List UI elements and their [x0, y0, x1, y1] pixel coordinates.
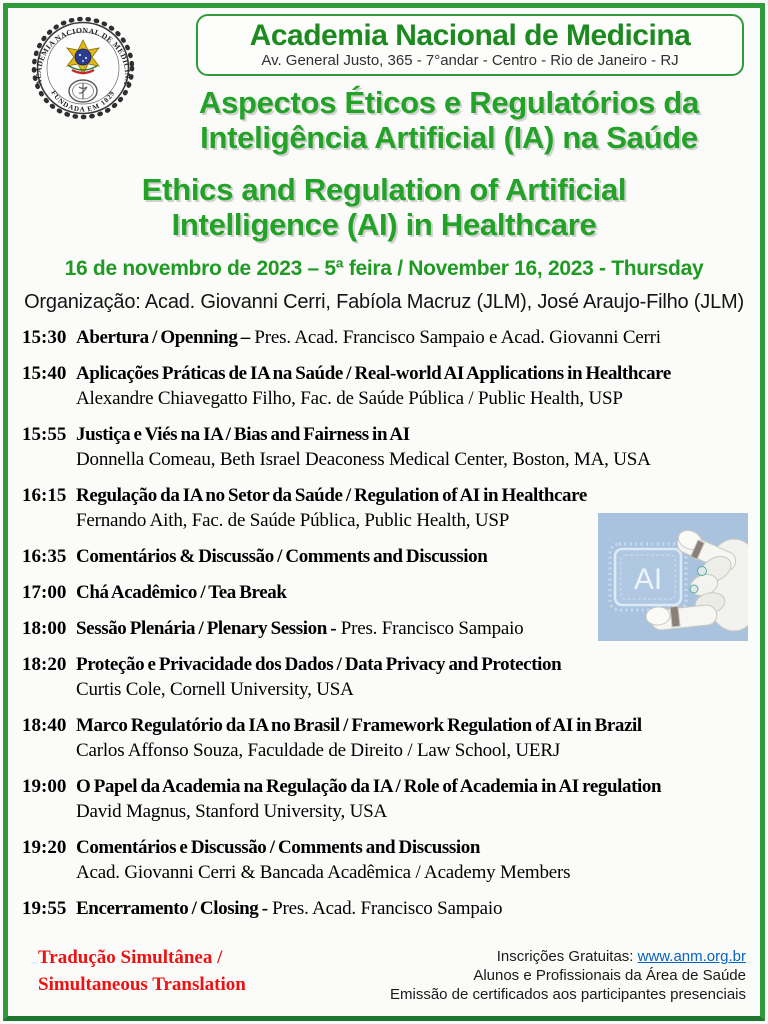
schedule-entry [22, 835, 748, 885]
title-portuguese [144, 85, 754, 155]
entry-title: Encerramento / Closing - [76, 898, 268, 919]
entry-time: 17:00 [22, 582, 67, 603]
event-date: 16 de novembro de 2023 – 5ª feira / November 16, 2023 - Thursday [64, 257, 704, 280]
entry-title: Marco Regulatório da IA no Brasil / Framework Regulation of AI in Brazil [76, 715, 642, 736]
registration-info [390, 947, 746, 1004]
ai-robot-hand-image [598, 513, 748, 641]
schedule-entry [22, 361, 748, 411]
entry-detail: Pres. Acad. Francisco Sampaio [267, 898, 503, 919]
entry-title: Abertura / Openning – [76, 327, 250, 348]
entry-title: Justiça e Viés na IA / Bias and Fairness in AI [76, 424, 410, 445]
title-pt-line1: Aspectos Éticos e Regulatórios da [198, 85, 699, 120]
entry-title: Aplicações Práticas de IA na Saúde / Real-world AI Applications in Healthcare [76, 363, 671, 384]
schedule-entry [22, 422, 748, 472]
academy-address: Av. General Justo, 365 - 7°andar - Centro - Rio de Janeiro - RJ [261, 52, 679, 69]
entry-time: 16:15 [22, 485, 67, 506]
entry-speaker: Carlos Affonso Souza, Faculdade de Direito / Law School, UERJ [76, 740, 561, 761]
academy-name: Academia Nacional de Medicina [249, 19, 691, 52]
entry-detail: Pres. Acad. Francisco Sampaio e Acad. Giovanni Cerri [249, 327, 661, 348]
inscriptions-label: Inscrições Gratuitas: [496, 948, 638, 965]
translation-line-en: Simultaneous Translation [38, 974, 246, 995]
entry-speaker: Curtis Cole, Cornell University, USA [76, 679, 354, 700]
schedule-entry [22, 896, 748, 921]
entry-title: Comentários & Discussão / Comments and Discussion [76, 546, 488, 567]
title-english [14, 172, 754, 242]
simultaneous-translation-note [38, 944, 246, 998]
title-en-line1: Ethics and Regulation of Artificial [141, 172, 627, 207]
entry-time: 16:35 [22, 546, 67, 567]
entry-time: 18:40 [22, 715, 67, 736]
entry-title: Comentários e Discussão / Comments and Discussion [76, 837, 481, 858]
title-en-line2: Intelligence (AI) in Healthcare [171, 207, 597, 242]
entry-detail: Pres. Francisco Sampaio [336, 618, 524, 639]
chip-label: AI [633, 563, 663, 596]
entry-speaker: Donnella Comeau, Beth Israel Deaconess Medical Center, Boston, MA, USA [76, 449, 651, 470]
schedule-entry [22, 325, 748, 350]
entry-title: O Papel da Academia na Regulação da IA / Role of Academia in AI regulation [76, 776, 662, 797]
svg-text:FUNDADA EM 1829: FUNDADA EM 1829 [49, 89, 117, 114]
translation-line-pt: Tradução Simultânea / [38, 947, 223, 968]
entry-speaker: David Magnus, Stanford University, USA [76, 801, 387, 822]
audience-line: Alunos e Profissionais da Área de Saúde [473, 967, 746, 984]
entry-time: 19:20 [22, 837, 67, 858]
entry-time: 19:00 [22, 776, 67, 797]
title-pt-line2: Inteligência Artificial (IA) na Saúde [200, 120, 698, 155]
inscriptions-line [390, 947, 746, 966]
entry-speaker: Alexandre Chiavegatto Filho, Fac. de Saúde Pública / Public Health, USP [76, 388, 623, 409]
entry-time: 15:55 [22, 424, 67, 445]
organizers: Organização: Acad. Giovanni Cerri, Fabíola Macruz (JLM), José Araujo-Filho (JLM) [24, 291, 744, 313]
header-name-box [196, 14, 744, 76]
entry-title: Sessão Plenária / Plenary Session - [76, 618, 337, 639]
entry-time: 19:55 [22, 898, 67, 919]
anm-website-link[interactable]: www.anm.org.br [637, 948, 746, 965]
entry-time: 15:30 [22, 327, 67, 348]
entry-speaker: Fernando Aith, Fac. de Saúde Pública, Public Health, USP [76, 510, 510, 531]
entry-title: Chá Acadêmico / Tea Break [76, 582, 287, 603]
schedule-entry [22, 652, 748, 702]
academy-seal-logo [22, 14, 144, 122]
entry-title: Proteção e Privacidade dos Dados / Data Privacy and Protection [76, 654, 562, 675]
schedule-entry [22, 713, 748, 763]
entry-title: Regulação da IA no Setor da Saúde / Regulation of AI in Healthcare [76, 485, 587, 506]
entry-time: 18:00 [22, 618, 67, 639]
schedule-entry [22, 774, 748, 824]
header [14, 14, 754, 155]
entry-time: 15:40 [22, 363, 67, 384]
entry-time: 18:20 [22, 654, 67, 675]
certificates-line: Emissão de certificados aos participantes presenciais [389, 986, 746, 1003]
entry-speaker: Acad. Giovanni Cerri & Bancada Acadêmica / Academy Members [76, 862, 571, 883]
svg-text:ACADEMIA NACIONAL DE MEDICINA: ACADEMIA NACIONAL DE MEDICINA [33, 25, 133, 86]
